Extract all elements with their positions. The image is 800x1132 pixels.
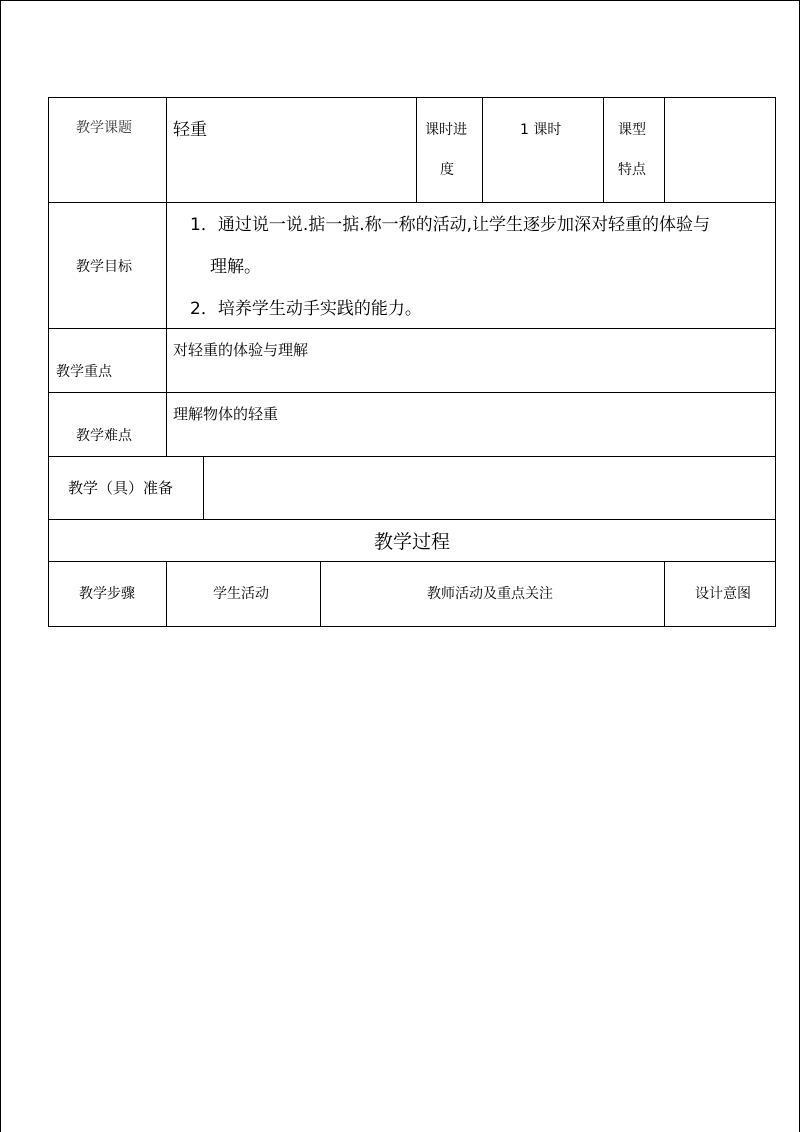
column-header-teacher-activity: 教师活动及重点关注 [427, 586, 553, 602]
table-line [48, 97, 776, 98]
table-line [664, 561, 665, 627]
topic-label: 教学课题 [76, 120, 132, 136]
table-line [416, 97, 417, 203]
page-border-left [0, 0, 1, 1132]
column-header-student-activity: 学生活动 [213, 586, 269, 602]
preparation-label: 教学（具）准备 [68, 479, 174, 497]
table-line [603, 97, 604, 203]
table-line [166, 97, 167, 203]
goals-label: 教学目标 [76, 259, 132, 275]
goal-item-1-continued: 理解。 [210, 257, 261, 277]
progress-value: 1 课时 [520, 122, 562, 138]
table-line [48, 519, 776, 520]
table-line [482, 97, 483, 203]
process-title: 教学过程 [374, 531, 451, 553]
key-point-value: 对轻重的体验与理解 [173, 341, 309, 359]
table-line [166, 561, 167, 627]
progress-label-line2: 度 [440, 162, 454, 178]
column-header-design-intent: 设计意图 [695, 586, 751, 602]
page-border-top [0, 0, 800, 1]
goal-item-2: 2．培养学生动手实践的能力。 [190, 299, 422, 319]
table-line [203, 456, 204, 520]
table-line [48, 626, 776, 627]
table-line [48, 561, 776, 562]
table-line [48, 328, 776, 329]
table-line [48, 202, 776, 203]
column-header-steps: 教学步骤 [79, 586, 135, 602]
table-line [48, 97, 49, 627]
difficulty-value: 理解物体的轻重 [173, 405, 279, 423]
table-line [166, 202, 167, 457]
table-line [48, 392, 776, 393]
type-label-line2: 特点 [618, 162, 646, 178]
type-label-line1: 课型 [618, 122, 646, 138]
goal-item-1: 1．通过说一说.掂一掂.称一称的活动,让学生逐步加深对轻重的体验与 [190, 215, 711, 235]
table-line [664, 97, 665, 203]
progress-label-line1: 课时进 [425, 122, 467, 138]
key-point-label: 教学重点 [56, 364, 112, 380]
table-line [775, 97, 776, 627]
difficulty-label: 教学难点 [76, 428, 132, 444]
topic-value: 轻重 [173, 120, 207, 140]
table-line [48, 456, 776, 457]
table-line [320, 561, 321, 627]
